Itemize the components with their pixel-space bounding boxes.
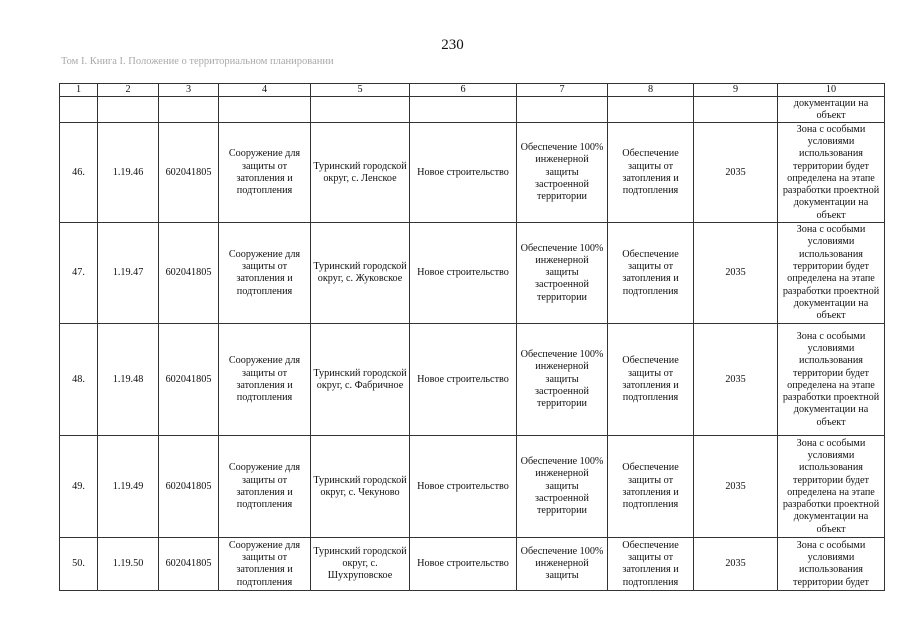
column-header: 5 xyxy=(311,84,410,97)
function-cell: Обеспечение защиты от затопления и подтопления xyxy=(608,223,694,324)
row-number-cell: 50. xyxy=(60,538,98,591)
row-number-cell: 49. xyxy=(60,436,98,538)
purpose-cell: Обеспечение 100% инженерной защиты застроенной территории xyxy=(517,123,608,223)
object-cell: Сооружение для защиты от затопления и подтопления xyxy=(219,223,311,324)
table-cell xyxy=(98,97,159,123)
column-header-row xyxy=(60,84,885,97)
object-cell: Сооружение для защиты от затопления и подтопления xyxy=(219,436,311,538)
column-header: 7 xyxy=(517,84,608,97)
column-header: 8 xyxy=(608,84,694,97)
table-cell xyxy=(311,97,410,123)
table-cell xyxy=(410,97,517,123)
object-cell: Сооружение для защиты от затопления и подтопления xyxy=(219,538,311,591)
column-header: 1 xyxy=(60,84,98,97)
object-cell: Сооружение для защиты от затопления и подтопления xyxy=(219,324,311,436)
function-cell: Обеспечение защиты от затопления и подтопления xyxy=(608,123,694,223)
objects-table xyxy=(59,83,885,591)
zone-cell: Зона с особыми условиями использования территории будет определена на этапе разработки проектной документации на объект xyxy=(778,436,885,538)
code-cell: 1.19.49 xyxy=(98,436,159,538)
purpose-cell: Обеспечение 100% инженерной защиты застроенной территории xyxy=(517,223,608,324)
row-number-cell: 46. xyxy=(60,123,98,223)
table-cell xyxy=(219,97,311,123)
column-header: 10 xyxy=(778,84,885,97)
running-header: Том I. Книга I. Положение о территориальном планировании xyxy=(61,56,334,67)
id-cell: 602041805 xyxy=(159,223,219,324)
page-number: 230 xyxy=(441,37,464,53)
table-cell xyxy=(60,97,98,123)
zone-cell: Зона с особыми условиями использования территории будет определена на этапе разработки проектной документации на объект xyxy=(778,223,885,324)
id-cell: 602041805 xyxy=(159,123,219,223)
table-cell xyxy=(517,97,608,123)
object-cell: Сооружение для защиты от затопления и подтопления xyxy=(219,123,311,223)
type-cell: Новое строительство xyxy=(410,324,517,436)
purpose-cell: Обеспечение 100% инженерной защиты застроенной территории xyxy=(517,436,608,538)
location-cell: Туринский городской округ, с. Ленское xyxy=(311,123,410,223)
zone-cell: Зона с особыми условиями использования территории будет определена на этапе разработки проектной документации на объект xyxy=(778,123,885,223)
table-cell xyxy=(159,97,219,123)
year-cell: 2035 xyxy=(694,324,778,436)
location-cell: Туринский городской округ, с. Шухруповское xyxy=(311,538,410,591)
code-cell: 1.19.46 xyxy=(98,123,159,223)
id-cell: 602041805 xyxy=(159,436,219,538)
location-cell: Туринский городской округ, с. Фабричное xyxy=(311,324,410,436)
type-cell: Новое строительство xyxy=(410,538,517,591)
zone-cell: Зона с особыми условиями использования территории будет определена на этапе разработки проектной документации на объект xyxy=(778,324,885,436)
purpose-cell: Обеспечение 100% инженерной защиты застроенной территории xyxy=(517,324,608,436)
column-header: 2 xyxy=(98,84,159,97)
type-cell: Новое строительство xyxy=(410,436,517,538)
id-cell: 602041805 xyxy=(159,538,219,591)
column-header: 6 xyxy=(410,84,517,97)
row-number-cell: 48. xyxy=(60,324,98,436)
location-cell: Туринский городской округ, с. Жуковское xyxy=(311,223,410,324)
year-cell: 2035 xyxy=(694,436,778,538)
zone-cell: Зона с особыми условиями использования территории будет xyxy=(778,538,885,591)
table-cell xyxy=(694,97,778,123)
table-row xyxy=(60,436,885,538)
id-cell: 602041805 xyxy=(159,324,219,436)
table-row xyxy=(60,538,885,591)
column-header: 4 xyxy=(219,84,311,97)
table-row xyxy=(60,223,885,324)
year-cell: 2035 xyxy=(694,538,778,591)
year-cell: 2035 xyxy=(694,123,778,223)
code-cell: 1.19.50 xyxy=(98,538,159,591)
function-cell: Обеспечение защиты от затопления и подтопления xyxy=(608,436,694,538)
column-header: 9 xyxy=(694,84,778,97)
table-row xyxy=(60,324,885,436)
code-cell: 1.19.47 xyxy=(98,223,159,324)
type-cell: Новое строительство xyxy=(410,223,517,324)
code-cell: 1.19.48 xyxy=(98,324,159,436)
function-cell: Обеспечение защиты от затопления и подтопления xyxy=(608,324,694,436)
continuation-row xyxy=(60,97,885,123)
function-cell: Обеспечение защиты от затопления и подтопления xyxy=(608,538,694,591)
row-number-cell: 47. xyxy=(60,223,98,324)
purpose-cell: Обеспечение 100% инженерной защиты xyxy=(517,538,608,591)
zone-cell: документации на объект xyxy=(778,97,885,123)
year-cell: 2035 xyxy=(694,223,778,324)
location-cell: Туринский городской округ, с. Чекуново xyxy=(311,436,410,538)
column-header: 3 xyxy=(159,84,219,97)
table-row xyxy=(60,123,885,223)
type-cell: Новое строительство xyxy=(410,123,517,223)
table-cell xyxy=(608,97,694,123)
